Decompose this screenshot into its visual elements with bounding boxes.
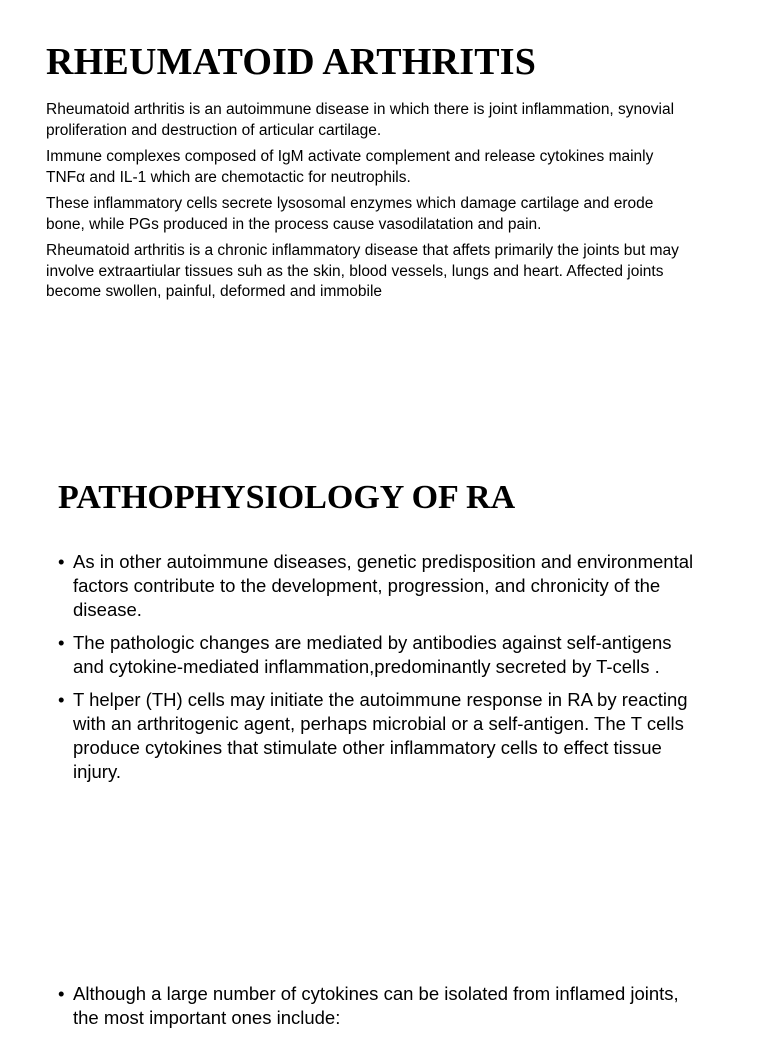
paragraph: Rheumatoid arthritis is an autoimmune disease in which there is joint inflammation, synovial proliferation and destruction of articular cartilage. [46,101,675,139]
paragraph: Immune complexes composed of IgM activate complement and release cytokines mainly TNFα and IL-1 which are chemotactic for neutrophils. [46,148,654,186]
bullet-text: T helper (TH) cells may initiate the autoimmune response in RA by reacting with an arthritogenic agent, perhaps microbial or a self-antigen. The T cells produce cytokines that stimulate other inflammatory cells to effect tissue injury. [73,689,688,782]
bullet-list [58,550,698,793]
bullet-list-continued [58,982,698,1039]
list-item [58,688,698,784]
bullet-text: As in other autoimmune diseases, genetic predisposition and environmental factors contribute to the development, progression, and chronicity of the disease. [73,551,694,620]
bullet-icon: • [58,632,65,653]
slide-rheumatoid-arthritis [0,0,768,420]
bullet-icon: • [58,551,65,572]
bullet-text: The pathologic changes are mediated by antibodies against self-antigens and cytokine-mediated inflammation,predominantly secreted by T-cells . [73,632,672,677]
slide-pathophysiology [0,440,768,1028]
slide-title: RHEUMATOID ARTHRITIS [46,41,537,83]
bullet-icon: • [58,689,65,710]
list-item [58,550,698,622]
slide-body [46,100,686,309]
bullet-icon: • [58,983,65,1004]
paragraph: Rheumatoid arthritis is a chronic inflammatory disease that affets primarily the joints but may involve extraartiular tissues suh as the skin, blood vessels, lungs and heart. Affected joints become swollen, painful, deformed and immobile [46,242,679,300]
list-item [58,982,698,1030]
bullet-text: Although a large number of cytokines can be isolated from inflamed joints, the most important ones include: [73,983,679,1028]
list-item [58,631,698,679]
paragraph: These inflammatory cells secrete lysosomal enzymes which damage cartilage and erode bone, while PGs produced in the process cause vasodilatation and pain. [46,195,654,233]
slide-title: PATHOPHYSIOLOGY OF RA [58,479,516,516]
